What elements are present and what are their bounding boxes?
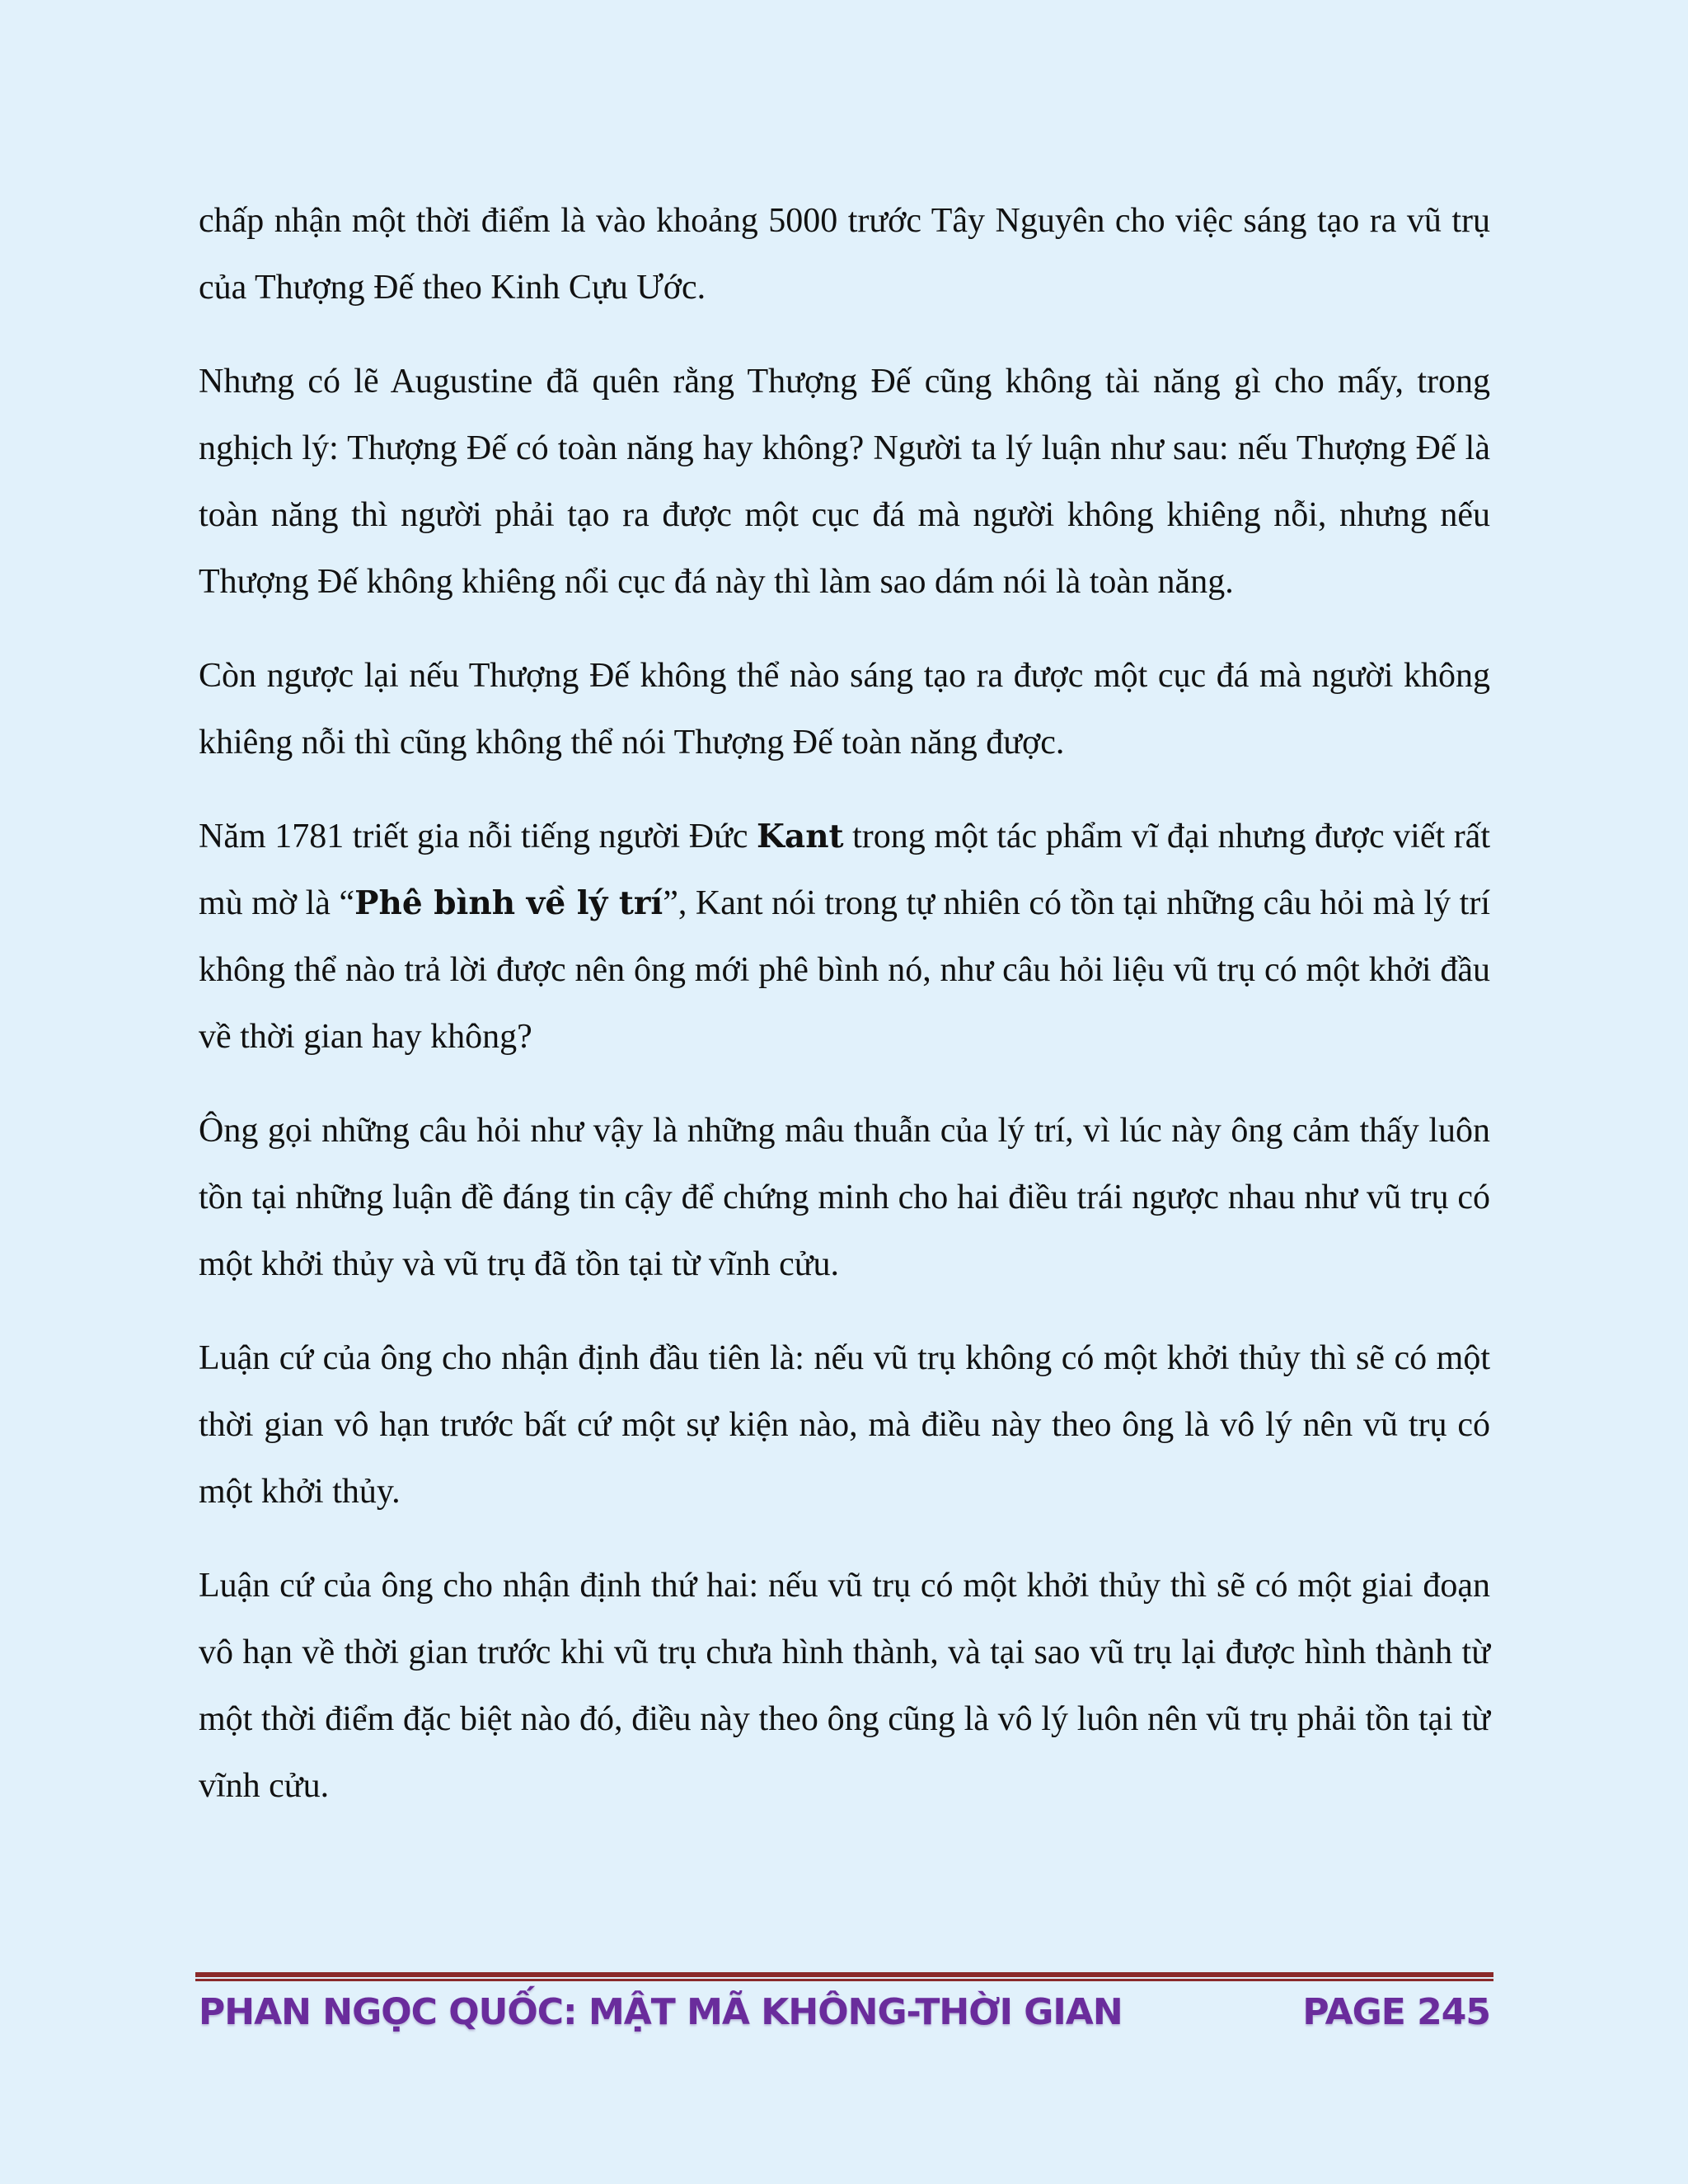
footer-rule-thick: [195, 1972, 1493, 1977]
text-run: Nhưng có lẽ Augustine đã quên rằng Thượng Đế cũng không tài năng gì cho mấy, trong nghịch lý: Thượng Đế có toàn năng hay không? Người ta lý luận như sau: nếu Thượng Đế là toàn năng thì người phải tạo ra được một cục đá mà người không khiêng nỗi, nhưng nếu Thượng Đế không khiêng nổi cục đá này thì làm sao dám nói là toàn năng.: [199, 363, 1490, 601]
bold-text-run: Kant: [757, 818, 844, 855]
bold-text-run: Phê bình về lý trí: [354, 884, 663, 922]
text-run: ”, Kant nói trong tự nhiên có tồn tại những câu hỏi mà lý trí không thể nào trả lời được nên ông mới phê bình nó, như câu hỏi liệu vũ trụ có một khởi đầu về thời gian hay không?: [199, 884, 1491, 1056]
text-run: Ông gọi những câu hỏi như vậy là những mâu thuẫn của lý trí, vì lúc này ông cảm thấy luôn tồn tại những luận đề đáng tin cậy để chứng minh cho hai điều trái ngược nhau như vũ trụ có một khởi thủy và vũ trụ đã tồn tại từ vĩnh cửu.: [199, 1112, 1490, 1283]
paragraph: [199, 188, 1490, 321]
paragraph: [199, 1098, 1490, 1298]
text-run: chấp nhận một thời điểm là vào khoảng 5000 trước Tây Nguyên cho việc sáng tạo ra vũ trụ của Thượng Đế theo Kinh Cựu Ước.: [199, 202, 1490, 307]
paragraph: [199, 643, 1490, 776]
page-number: PAGE 245: [1302, 1991, 1490, 2033]
text-run: Còn ngược lại nếu Thượng Đế không thể nào sáng tạo ra được một cục đá mà người không khiêng nỗi thì cũng không thể nói Thượng Đế toàn năng được.: [199, 657, 1490, 762]
page-footer: [199, 1986, 1490, 2044]
paragraph: [199, 1325, 1490, 1526]
paragraph: [199, 1553, 1490, 1820]
text-run: trong một tác phẩm vĩ đại nhưng được viết rất mù mờ là “: [199, 818, 1490, 922]
paragraph: [199, 804, 1490, 1071]
paragraph: [199, 349, 1490, 616]
text-run: Năm 1781 triết gia nỗi tiếng người Đức: [199, 818, 757, 855]
footer-title: PHAN NGỌC QUỐC: MẬT MÃ KHÔNG-THỜI GIAN: [199, 1991, 1123, 2033]
text-run: Luận cứ của ông cho nhận định đầu tiên là: nếu vũ trụ không có một khởi thủy thì sẽ có một thời gian vô hạn trước bất cứ một sự kiện nào, mà điều này theo ông là vô lý nên vũ trụ có một khởi thủy.: [199, 1339, 1490, 1511]
body-text: [199, 188, 1490, 1847]
text-run: Luận cứ của ông cho nhận định thứ hai: nếu vũ trụ có một khởi thủy thì sẽ có một giai đoạn vô hạn về thời gian trước khi vũ trụ chưa hình thành, và tại sao vũ trụ lại được hình thành từ một thời điểm đặc biệt nào đó, điều này theo ông cũng là vô lý luôn nên vũ trụ phải tồn tại từ vĩnh cửu.: [199, 1567, 1490, 1805]
footer-rule-thin: [195, 1979, 1493, 1981]
